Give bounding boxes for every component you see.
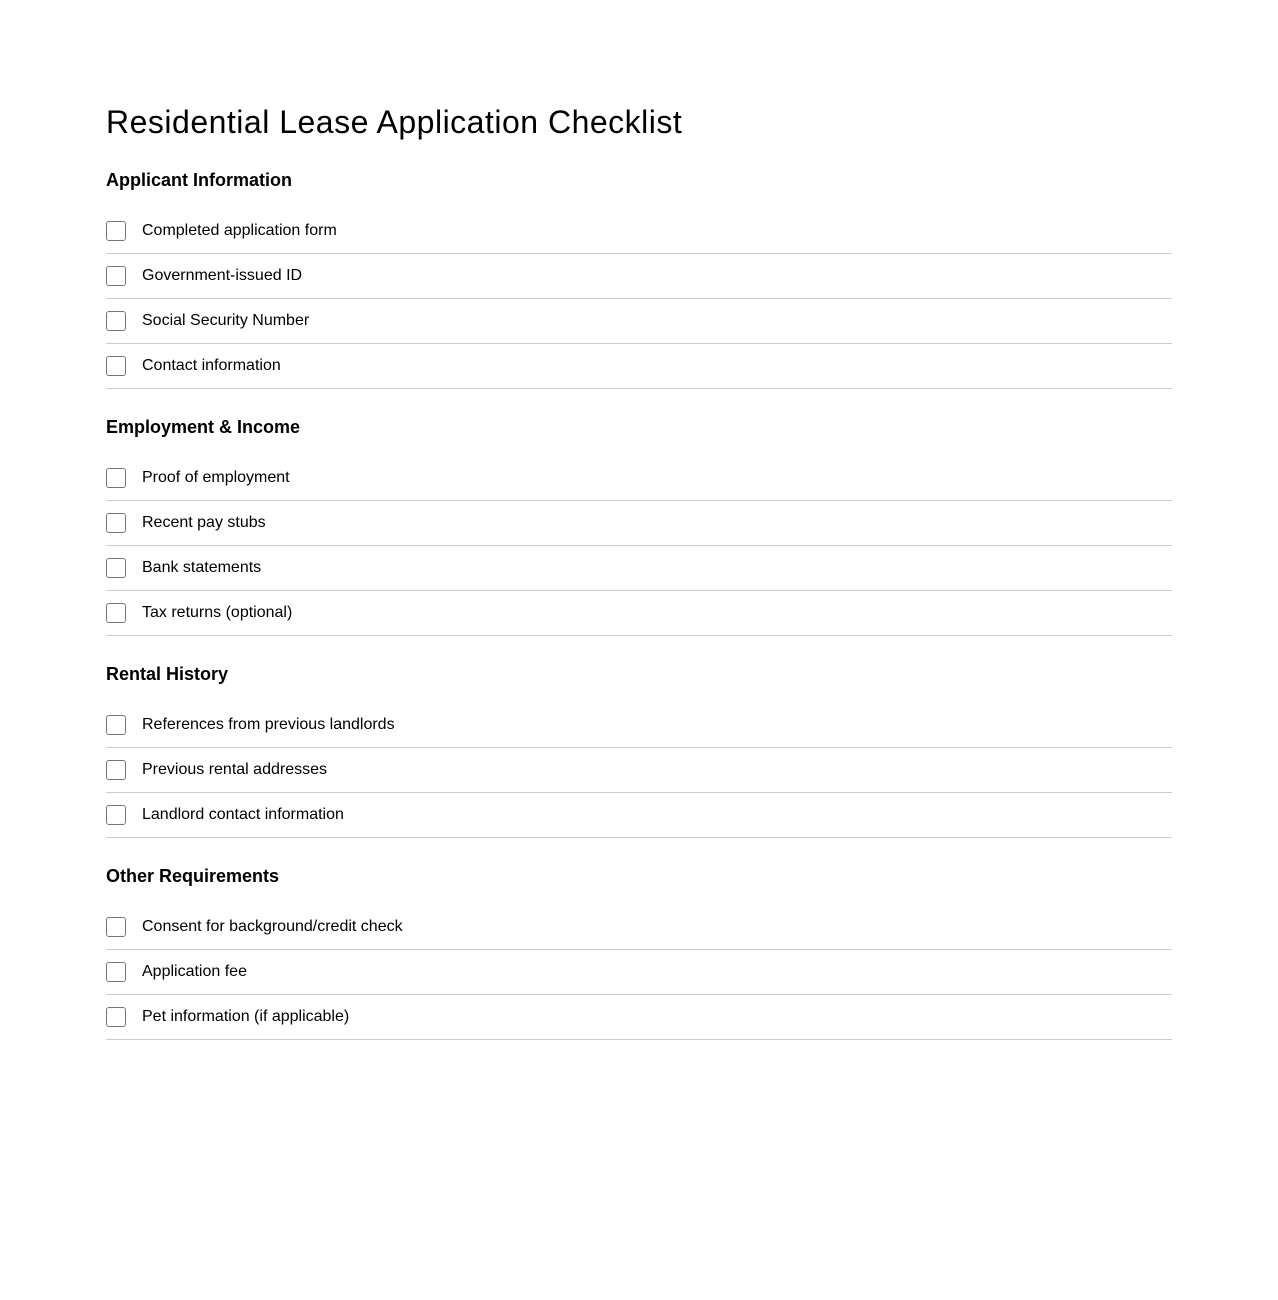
item-label: Tax returns (optional): [142, 604, 293, 621]
checkbox[interactable]: [106, 805, 126, 825]
item-label: Recent pay stubs: [142, 514, 266, 531]
section-heading: Applicant Information: [106, 170, 292, 190]
checklist-item[interactable]: [106, 456, 1172, 501]
section-heading: Rental History: [106, 664, 229, 684]
item-label: Government-issued ID: [142, 267, 303, 284]
checkbox[interactable]: [106, 558, 126, 578]
item-label: Pet information (if applicable): [142, 1008, 350, 1025]
section-heading: Other Requirements: [106, 866, 280, 886]
checkbox[interactable]: [106, 468, 126, 488]
page-title: Residential Lease Application Checklist: [106, 104, 683, 140]
checkbox[interactable]: [106, 356, 126, 376]
section-rental-history: [106, 663, 1172, 838]
item-label: Completed application form: [142, 222, 337, 239]
checkbox[interactable]: [106, 962, 126, 982]
checkbox[interactable]: [106, 1007, 126, 1027]
checklist-item[interactable]: [106, 591, 1172, 636]
checkbox[interactable]: [106, 715, 126, 735]
section-employment-income: [106, 416, 1172, 636]
checklist-item[interactable]: [106, 344, 1172, 389]
checklist-item[interactable]: [106, 793, 1172, 838]
checklist-item[interactable]: [106, 995, 1172, 1040]
checklist-item[interactable]: [106, 299, 1172, 344]
item-label: Bank statements: [142, 559, 262, 576]
item-label: Proof of employment: [142, 469, 290, 486]
section-applicant-information: [106, 169, 1172, 389]
section-other-requirements: [106, 865, 1172, 1040]
item-label: References from previous landlords: [142, 716, 395, 733]
checklist-item[interactable]: [106, 950, 1172, 995]
checkbox[interactable]: [106, 917, 126, 937]
checkbox[interactable]: [106, 266, 126, 286]
checklist-item[interactable]: [106, 703, 1172, 748]
item-label: Contact information: [142, 357, 281, 374]
item-label: Social Security Number: [142, 312, 310, 329]
checklist-item[interactable]: [106, 209, 1172, 254]
item-label: Landlord contact information: [142, 806, 344, 823]
checklist-item[interactable]: [106, 748, 1172, 793]
section-heading: Employment & Income: [106, 417, 301, 437]
checkbox[interactable]: [106, 603, 126, 623]
checklist-item[interactable]: [106, 501, 1172, 546]
item-label: Previous rental addresses: [142, 761, 327, 778]
checklist-item[interactable]: [106, 254, 1172, 299]
checkbox[interactable]: [106, 513, 126, 533]
item-label: Consent for background/credit check: [142, 918, 403, 935]
item-label: Application fee: [142, 963, 247, 980]
checkbox[interactable]: [106, 760, 126, 780]
checklist-item[interactable]: [106, 905, 1172, 950]
checkbox[interactable]: [106, 221, 126, 241]
checklist-item[interactable]: [106, 546, 1172, 591]
checkbox[interactable]: [106, 311, 126, 331]
